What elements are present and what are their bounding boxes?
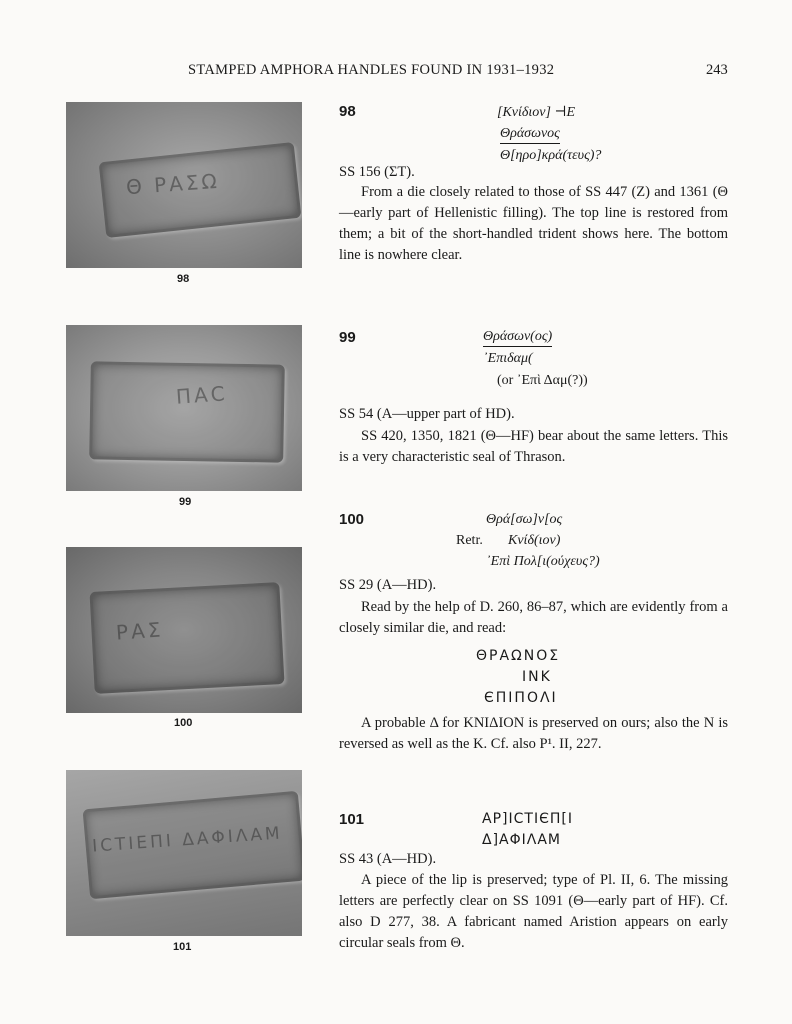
commentary-paragraph: SS 420, 1350, 1821 (Θ—HF) bear about the same letters. This is a very characteristic seal of Thrason. [339, 428, 728, 465]
inscription-line: Δ]ΑΦΙΛΑΜ [482, 832, 561, 848]
ss-reference: SS 29 (A—HD). [339, 577, 437, 593]
commentary-paragraph: A probable Δ for ΚΝΙΔΙΟΝ is preserved on ours; also the N is reversed as well as the K. Cf. also P¹. II, 227. [339, 715, 728, 752]
inscription-line: Θράσωνος [500, 126, 560, 144]
photo-label-100: 100 [174, 717, 193, 729]
inscription-line: Θράσων(ος) [483, 329, 552, 347]
capital-transcription-line: ΙΝΚ [522, 669, 552, 685]
photo-marks: ΙCΤΙΕΠΙ ΔΑΦΙΛΑΜ [91, 823, 284, 857]
photo-handle-99 [66, 325, 302, 491]
inscription-line: [Κνίδιον] ⊣Ε [497, 105, 576, 120]
photo-marks: ΠΑC [175, 381, 229, 409]
entry-number-98: 98 [339, 103, 356, 120]
entry-number-100: 100 [339, 511, 365, 528]
inscription-line: (or ᾿Επὶ Δαμ(?)) [497, 373, 588, 388]
ss-reference: SS 54 (A—upper part of HD). [339, 406, 515, 422]
inscription-line: ΑΡ]ΙCΤΙЄΠ[Ι [482, 811, 573, 827]
photo-handle-98 [66, 102, 302, 268]
retrograde-label: Retr. [456, 533, 483, 548]
photo-label-99: 99 [179, 496, 192, 508]
entry-number-99: 99 [339, 329, 356, 346]
inscription-line: Θ[ηρο]κρά(τευς)? [500, 148, 602, 163]
inscription-line: Κνίδ(ιον) [508, 533, 561, 548]
inscription-line: ᾿Επὶ Πολ[ι(ούχευς?) [486, 554, 600, 569]
photo-handle-101 [66, 770, 302, 936]
page-number: 243 [706, 62, 728, 78]
photo-handle-100 [66, 547, 302, 713]
commentary-paragraph: From a die closely related to those of SS 447 (Z) and 1361 (Θ—early part of Hellenistic filling). The top line is restored from them; a bit of the short-handled trident shows here. The bottom line is nowhere clear. [339, 184, 728, 263]
photo-label-101: 101 [173, 941, 192, 953]
capital-transcription-line: ЄΠΙΠΟΛΙ [484, 690, 558, 706]
photo-marks: ΡΑΣ [115, 617, 165, 645]
ss-reference: SS 156 (ΣΤ). [339, 164, 415, 180]
commentary-paragraph: Read by the help of D. 260, 86–87, which are evidently from a closely similar die, and read: [339, 599, 728, 636]
entry-number-101: 101 [339, 811, 365, 828]
commentary-paragraph: A piece of the lip is preserved; type of Pl. II, 6. The missing letters are perfectly clear on SS 1091 (Θ—early part of HF). Cf. also D 277, 38. A fabricant named Aristion appears on early circular seals from Θ. [339, 872, 728, 951]
capital-transcription-line: ΘΡΑΩΝΟΣ [476, 648, 561, 664]
inscription-line: Θρά[σω]ν[ος [486, 512, 563, 527]
photo-marks: Θ ΡΑΣΩ [125, 168, 221, 200]
photo-label-98: 98 [177, 273, 190, 285]
ss-reference: SS 43 (A—HD). [339, 851, 437, 867]
running-title: STAMPED AMPHORA HANDLES FOUND IN 1931–1932 [188, 62, 555, 78]
inscription-line: ᾿Επιδαμ( [483, 351, 533, 366]
